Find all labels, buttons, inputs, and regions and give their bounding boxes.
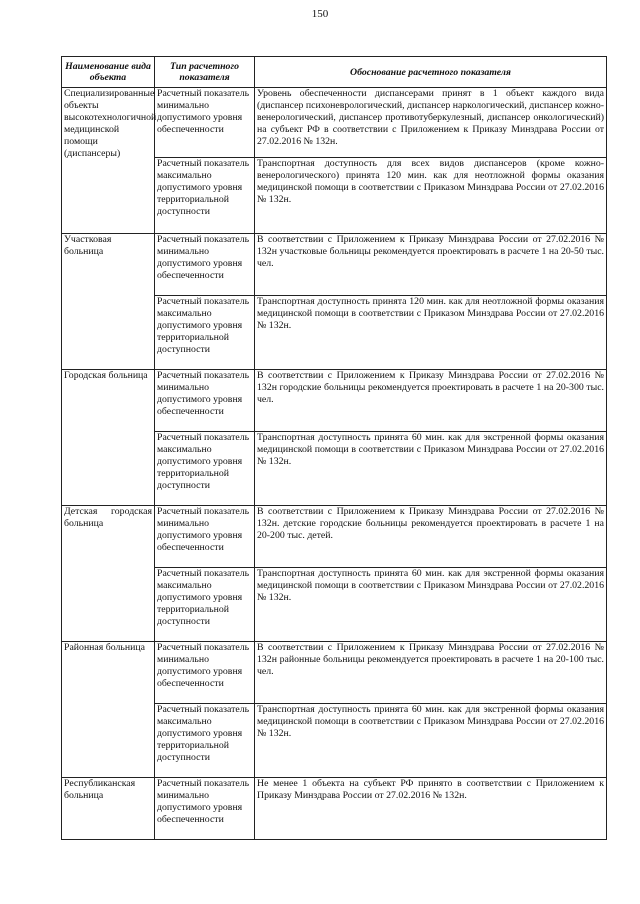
object-name: Участковая больница [62,234,155,370]
table-row [62,234,607,296]
indicator-type: Расчетный показатель максимально допустимого уровня территориальной доступности [155,704,255,778]
justification-text: В соответствии с Приложением к Приказу Минздрава России от 27.02.2016 № 132н районные больницы рекомендуется проектировать в расчете 1 на 20-100 тыс. чел. [255,642,607,704]
justification-text: Транспортная доступность принята 60 мин. как для экстренной формы оказания медицинской помощи в соответствии с Приказом Минздрава России от 27.02.2016 № 132н. [255,432,607,506]
object-name: Специализированные объекты высокотехнологичной медицинской помощи (диспансеры) [62,88,155,234]
justification-text: Не менее 1 объекта на субъект РФ принято в соответствии с Приложением к Приказу Минздрава России от 27.02.2016 № 132н. [255,778,607,840]
justification-text: Транспортная доступность принята 60 мин. как для экстренной формы оказания медицинской помощи в соответствии с Приказом Минздрава России от 27.02.2016 № 132н. [255,568,607,642]
indicator-type: Расчетный показатель минимально допустимого уровня обеспеченности [155,506,255,568]
table-row [62,506,607,568]
justification-table [61,56,607,840]
indicator-type: Расчетный показатель максимально допустимого уровня территориальной доступности [155,432,255,506]
indicator-type: Расчетный показатель минимально допустимого уровня обеспеченности [155,370,255,432]
justification-text: В соответствии с Приложением к Приказу Минздрава России от 27.02.2016 № 132н участковые больницы рекомендуется проектировать в расчете 1 на 20-50 тыс. чел. [255,234,607,296]
object-name: Республиканская больница [62,778,155,840]
indicator-type: Расчетный показатель минимально допустимого уровня обеспеченности [155,642,255,704]
header-indicator-type: Тип расчетного показателя [155,57,255,88]
table-header-row [62,57,607,88]
table-row [62,88,607,158]
indicator-type: Расчетный показатель минимально допустимого уровня обеспеченности [155,234,255,296]
justification-text: Транспортная доступность принята 120 мин. как для неотложной формы оказания медицинской помощи в соответствии с Приказом Минздрава России от 27.02.2016 № 132н. [255,296,607,370]
indicator-type: Расчетный показатель минимально допустимого уровня обеспеченности [155,778,255,840]
header-justification: Обоснование расчетного показателя [255,57,607,88]
justification-text: Уровень обеспеченности диспансерами принят в 1 объект каждого вида (диспансер психоневрологический, диспансер наркологический, диспансер кожно-венерологический, диспансер противотуберкулезный, диспансер онкологический) на субъект РФ в соответствии с Приложением к Приказу Минздрава России от 27.02.2016 № 132н. [255,88,607,158]
object-name: Городская больница [62,370,155,506]
justification-text: Транспортная доступность принята 60 мин. как для экстренной формы оказания медицинской помощи в соответствии с Приказом Минздрава России от 27.02.2016 № 132н. [255,704,607,778]
justification-text: В соответствии с Приложением к Приказу Минздрава России от 27.02.2016 № 132н городские больницы рекомендуется проектировать в расчете 1 на 20-300 тыс. чел. [255,370,607,432]
justification-text: В соответствии с Приложением к Приказу Минздрава России от 27.02.2016 № 132н. детские городские больницы рекомендуется проектировать в расчете 1 на 20-200 тыс. детей. [255,506,607,568]
header-object-type: Наименование вида объекта [62,57,155,88]
table-row [62,642,607,704]
page-number: 150 [311,8,329,20]
indicator-type: Расчетный показатель минимально допустимого уровня обеспеченности [155,88,255,158]
justification-text: Транспортная доступность для всех видов диспансеров (кроме кожно-венерологического) принята 120 мин. как для неотложной формы оказания медицинской помощи в соответствии с Приказом Минздрава России от 27.02.2016 № 132н. [255,158,607,234]
object-name: Районная больница [62,642,155,778]
indicator-type: Расчетный показатель максимально допустимого уровня территориальной доступности [155,568,255,642]
object-name: Детская городская больница [62,506,155,642]
indicator-type: Расчетный показатель максимально допустимого уровня территориальной доступности [155,158,255,234]
indicator-type: Расчетный показатель максимально допустимого уровня территориальной доступности [155,296,255,370]
table-row [62,778,607,840]
table-row [62,370,607,432]
